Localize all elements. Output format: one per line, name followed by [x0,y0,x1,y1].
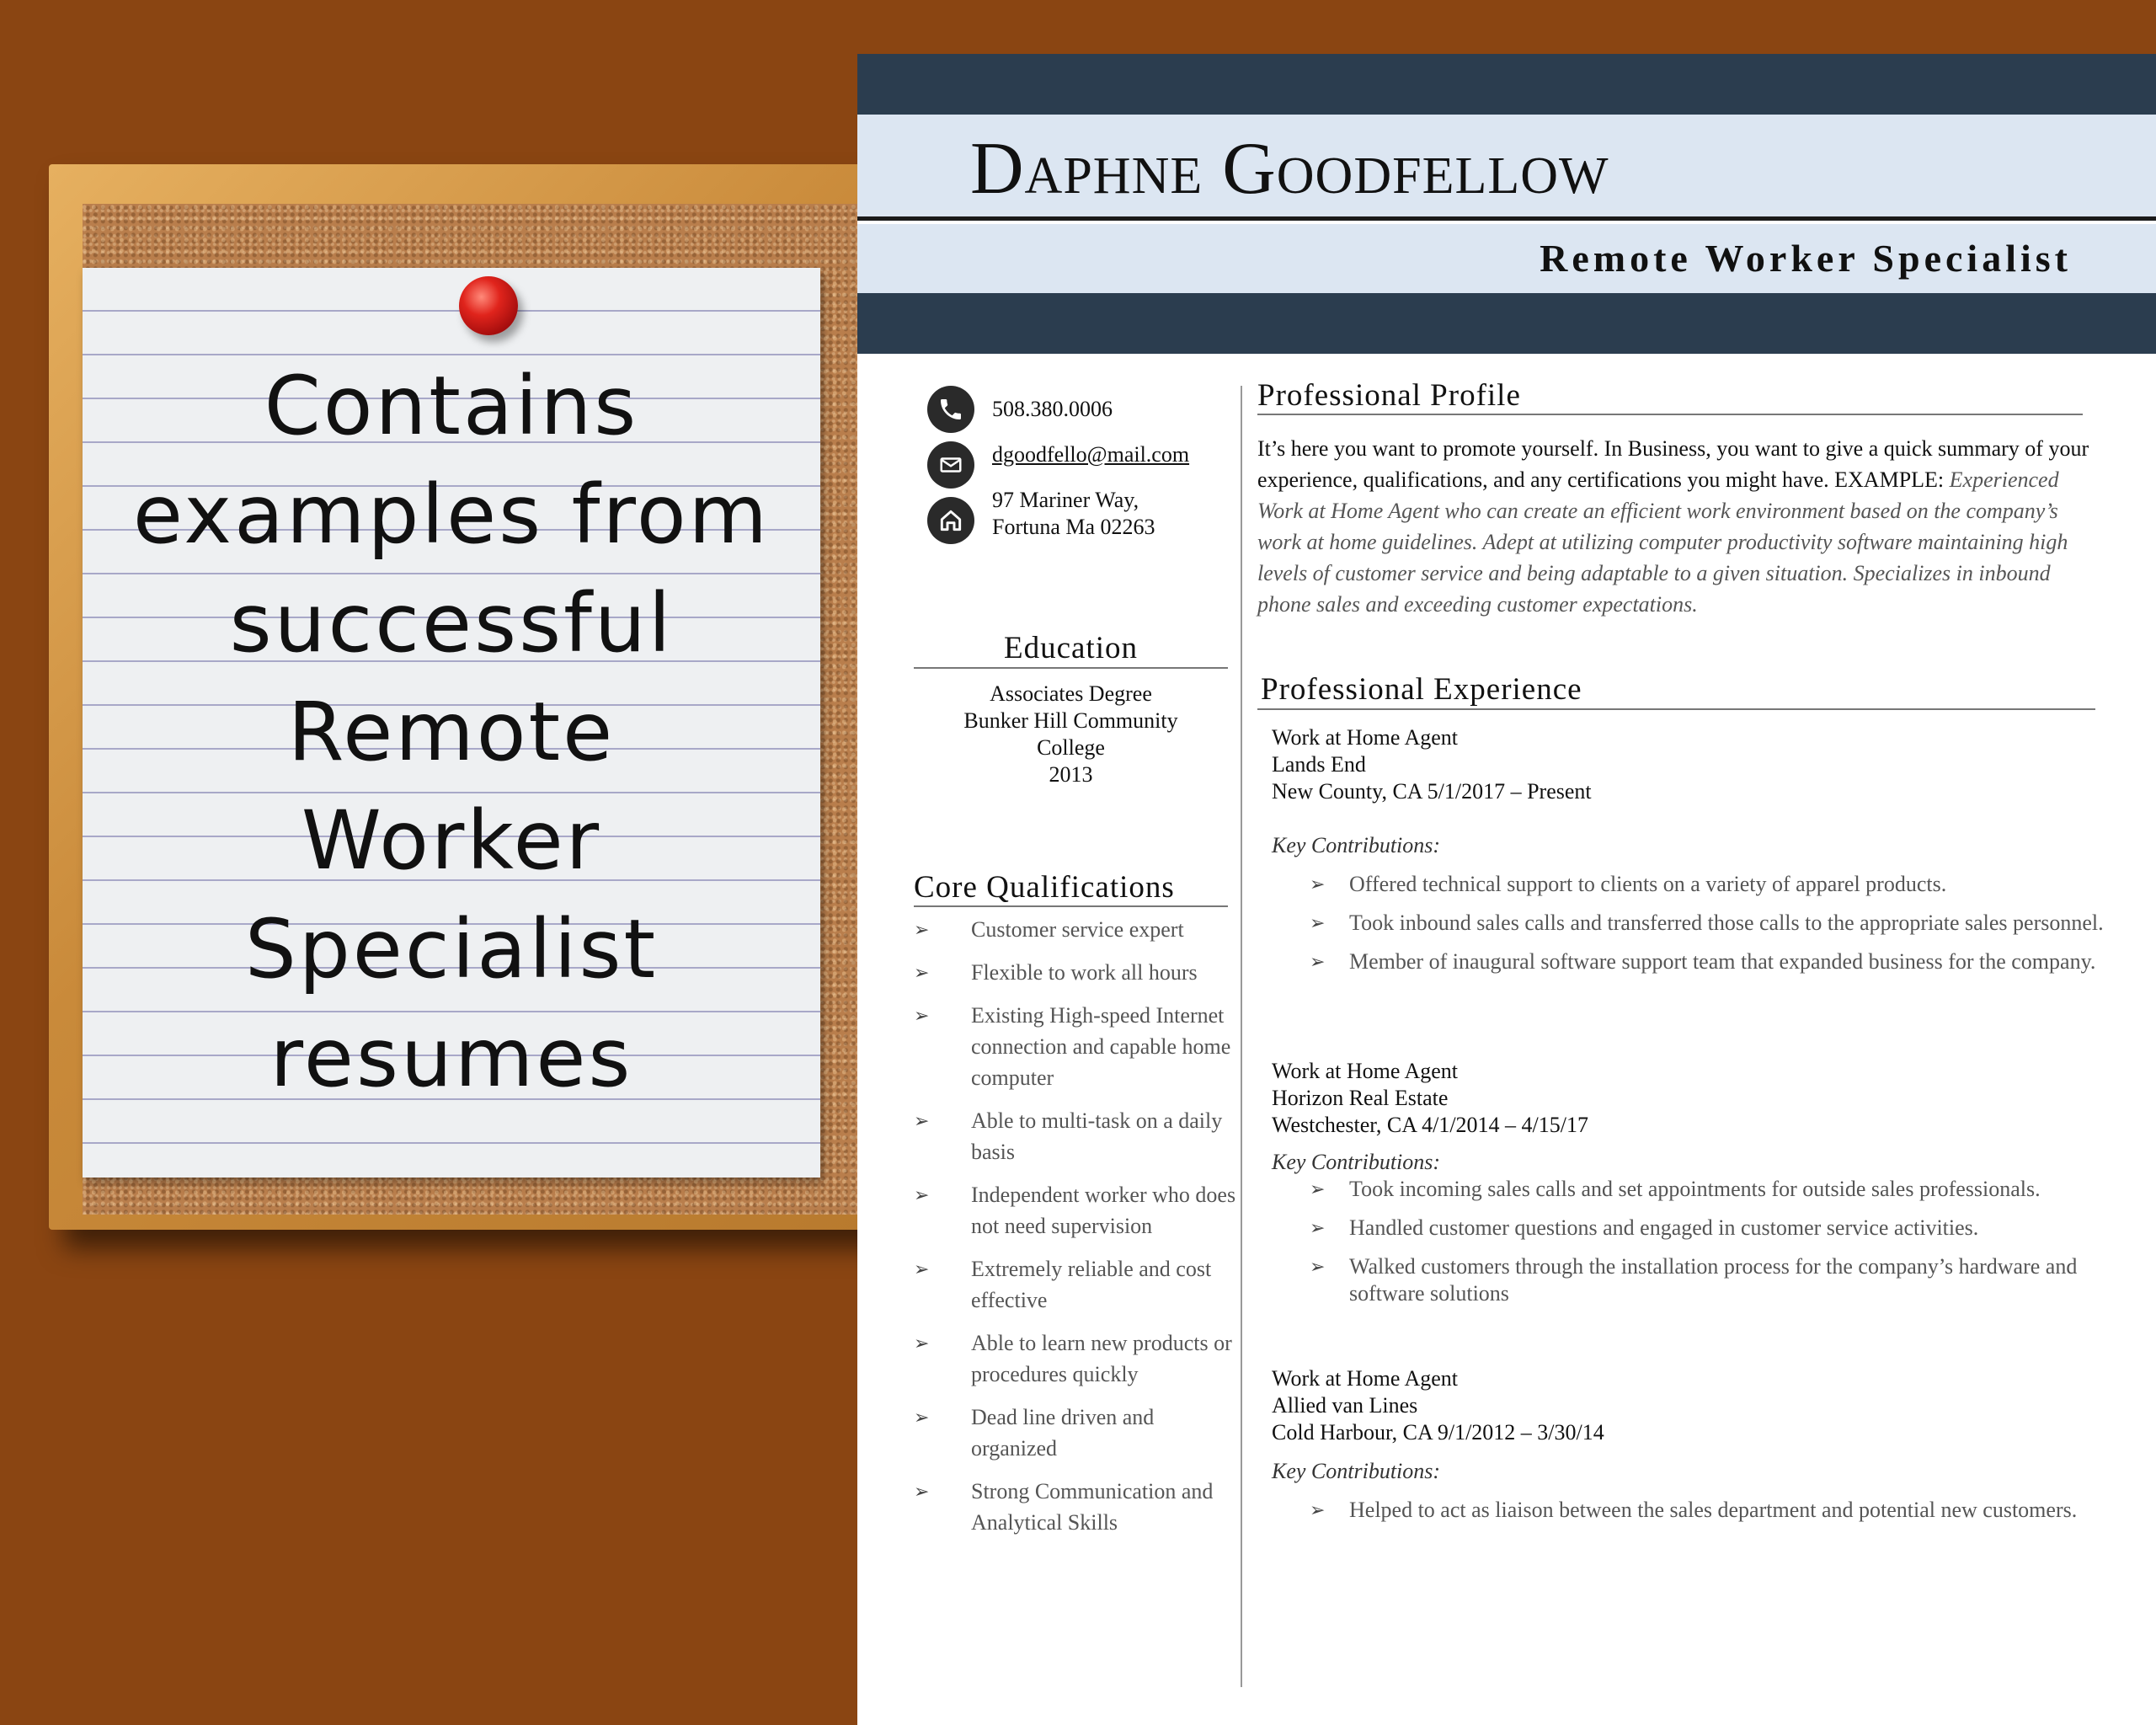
core-qualifications-rule [914,905,1228,907]
bullet-arrow-icon: ➢ [1310,912,1326,933]
job-location-dates: Westchester, CA 4/1/2014 – 4/15/17 [1272,1113,1588,1137]
list-item: ➢ Able to multi-task on a daily basis [914,1105,1238,1167]
job-title: Work at Home Agent [1272,1059,1459,1083]
bullet-arrow-icon: ➢ [914,1407,930,1428]
job-entry [1272,724,2114,987]
list-item: ➢ Able to learn new products or procedures quickly [914,1327,1238,1390]
bullet-arrow-icon: ➢ [1310,951,1326,972]
education-heading: Education [1003,631,1138,665]
profile-example-label: EXAMPLE: [1834,467,1945,492]
job-company: Horizon Real Estate [1272,1086,1449,1110]
bullet-arrow-icon: ➢ [914,1481,930,1502]
bullet-arrow-icon: ➢ [914,1332,930,1354]
header-band-top [857,54,2156,115]
bullet-arrow-icon: ➢ [914,1258,930,1279]
column-divider [1241,386,1242,1687]
professional-experience-heading: Professional Experience [1261,672,1582,707]
email-link[interactable]: dgoodfello@mail.com [992,442,1190,467]
header-band-bottom [857,293,2156,354]
bullet-arrow-icon: ➢ [914,1184,930,1205]
education-school-line-1: Bunker Hill Community [963,708,1178,733]
job-location-dates: New County, CA 5/1/2017 – Present [1272,779,1592,804]
list-item: ➢ Helped to act as liaison between the sales department and potential new customers. [1310,1498,2078,1522]
key-contributions-label: Key Contributions: [1272,833,1441,857]
list-item: ➢ Handled customer questions and engaged in customer service activities. [1310,1215,1979,1240]
address-line-2: Fortuna Ma 02263 [992,515,1155,539]
job-company: Allied van Lines [1272,1393,1418,1418]
address [992,487,1155,541]
key-contributions-label: Key Contributions: [1272,1150,1441,1174]
bullet-arrow-icon: ➢ [914,1005,930,1026]
job-bullets [1272,871,2114,975]
job-location-dates: Cold Harbour, CA 9/1/2012 – 3/30/14 [1272,1420,1604,1445]
list-item: ➢ Independent worker who does not need supervision [914,1179,1238,1242]
profile-summary [1257,433,2100,620]
core-qualifications-heading: Core Qualifications [914,870,1175,905]
education-rule [914,667,1228,669]
profile-intro: It’s here you want to promote yourself. In Business, you want to give a quick summary of your experience, qualifications, and any certifications you might have. [1257,436,2089,492]
job-company: Lands End [1272,752,1366,777]
list-item: ➢ Walked customers through the installation process for the company’s hardware and software solutions [1310,1254,2078,1306]
job-entry [1272,1365,2114,1535]
bullet-arrow-icon: ➢ [1310,1499,1326,1520]
list-item: ➢ Dead line driven and organized [914,1402,1238,1464]
home-icon [927,497,974,544]
professional-profile-rule [1257,414,2083,415]
bullet-arrow-icon: ➢ [1310,1217,1326,1238]
pushpin-icon [459,276,518,335]
bullet-arrow-icon: ➢ [914,962,930,983]
bullet-arrow-icon: ➢ [1310,1256,1326,1277]
education-degree: Associates Degree [990,681,1152,706]
job-entry [1272,1058,2114,1319]
address-line-1: 97 Mariner Way, [992,488,1139,512]
list-item: ➢ Took incoming sales calls and set appointments for outside sales professionals. [1310,1177,2041,1201]
job-title: Work at Home Agent [1272,1366,1459,1391]
list-item: ➢ Flexible to work all hours [914,957,1238,988]
note-text: Contains examples from successful Remote Worker Specialist resumes [132,359,771,1105]
bullet-arrow-icon: ➢ [914,919,930,940]
job-title: Work at Home Agent [1272,725,1459,750]
list-item: ➢ Strong Communication and Analytical Skills [914,1476,1238,1538]
envelope-icon [927,441,974,489]
job-bullets [1272,1176,2114,1307]
professional-profile-heading: Professional Profile [1257,378,1521,413]
bullet-arrow-icon: ➢ [914,1110,930,1131]
professional-experience-rule [1257,708,2095,710]
profile-example-text: Experienced Work at Home Agent who can create an efficient work environment based on the company’s work at home guidelines. Adept at utilizing computer productivity software maintaining high levels of customer service and being adaptable to a given situation. Specializes in inbound phone sales and exceeding customer expectations. [1257,467,2068,617]
list-item: ➢ Customer service expert [914,914,1238,945]
bullet-arrow-icon: ➢ [1310,873,1326,895]
education-school-line-2: College [1037,735,1105,760]
key-contributions-label: Key Contributions: [1272,1459,1441,1483]
list-item: ➢ Member of inaugural software support team that expanded business for the company. [1310,949,2096,974]
phone-number: 508.380.0006 [992,397,1113,421]
resume-job-title: Remote Worker Specialist [1540,237,2072,280]
list-item: ➢ Took inbound sales calls and transferred those calls to the appropriate sales personnel. [1310,911,2104,935]
resume-name: Daphne Goodfellow [970,128,1609,210]
education-year: 2013 [1049,762,1093,787]
list-item: ➢ Offered technical support to clients on a variety of apparel products. [1310,872,1947,896]
education-details [914,681,1228,788]
job-bullets [1272,1497,2114,1524]
list-item: ➢ Existing High-speed Internet connection and capable home computer [914,1000,1238,1093]
bullet-arrow-icon: ➢ [1310,1178,1326,1199]
core-qualifications-list [914,914,1238,1550]
header-divider [857,216,2156,221]
list-item: ➢ Extremely reliable and cost effective [914,1253,1238,1316]
phone-icon [927,386,974,433]
